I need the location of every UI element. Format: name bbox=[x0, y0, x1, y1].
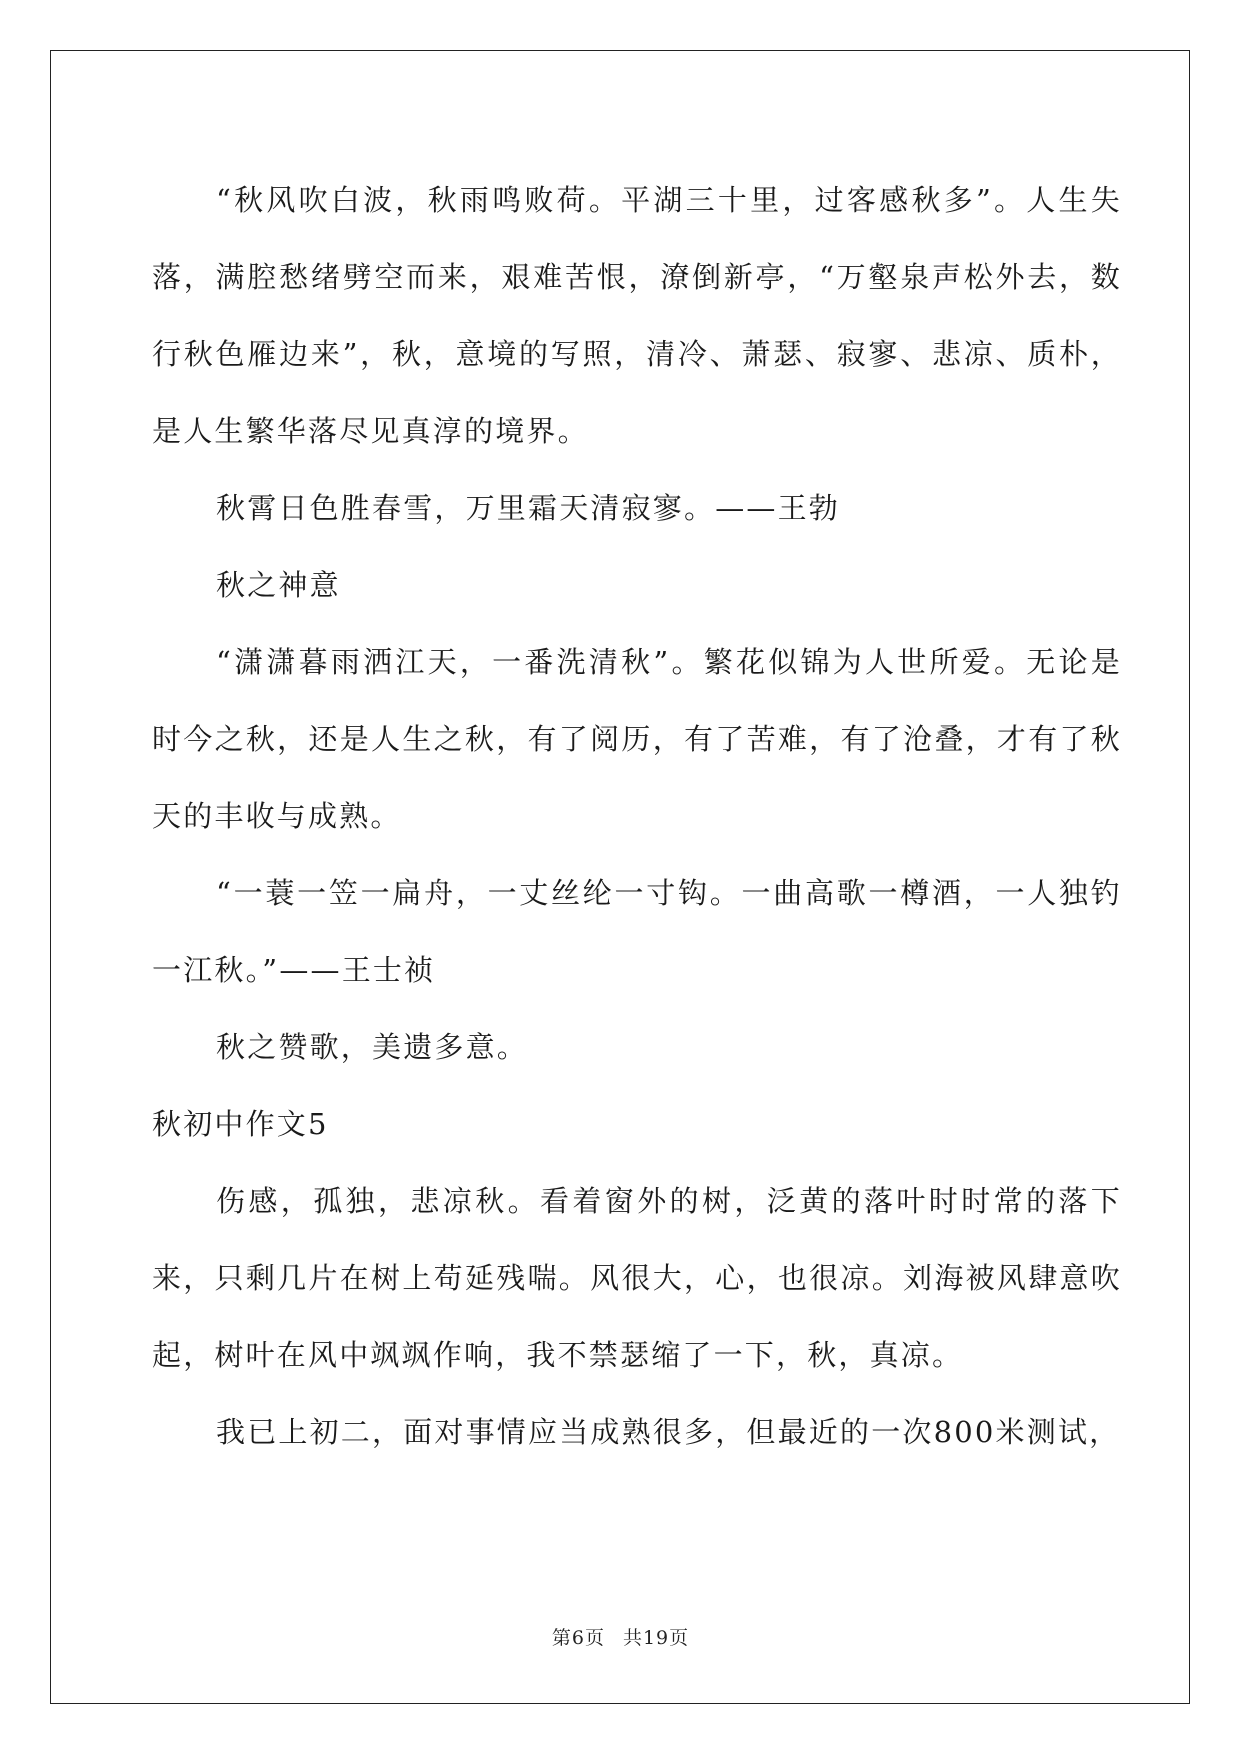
paragraph-8: 伤感，孤独，悲凉秋。看着窗外的树，泛黄的落叶时时常的落下来，只剩几片在树上苟延残喘。风很大，心，也很凉。刘海被风肆意吹起，树叶在风中飒飒作响，我不禁瑟缩了一下，秋，真凉。 bbox=[152, 1184, 1122, 1372]
paragraph-3-subheading: 秋之神意 bbox=[216, 568, 341, 602]
paragraph-6: 秋之赞歌，美遗多意。 bbox=[216, 1030, 529, 1064]
page-total: 共19页 bbox=[622, 1627, 690, 1649]
paragraph-1: “秋风吹白波，秋雨鸣败荷。平湖三十里，过客感秋多”。人生失落，满腔愁绪劈空而来，艰难苦恨，潦倒新亭，“万壑泉声松外去，数行秋色雁边来”，秋，意境的写照，清冷、萧瑟、寂寥、悲凉、质朴，是人生繁华落尽见真淳的境界。 bbox=[152, 183, 1122, 448]
page-number: 第6页 bbox=[551, 1627, 605, 1649]
paragraph-2-quote-wang-bo: 秋霄日色胜春雪，万里霜天清寂寥。——王勃 bbox=[216, 491, 841, 525]
paragraph-4: “潇潇暮雨洒江天，一番洗清秋”。繁花似锦为人世所爱。无论是时今之秋，还是人生之秋，有了阅历，有了苦难，有了沧叠，才有了秋天的丰收与成熟。 bbox=[152, 645, 1122, 833]
paragraph-9: 我已上初二，面对事情应当成熟很多，但最近的一次800米测试， bbox=[216, 1415, 1121, 1449]
paragraph-5-quote-wang-shizhen: “一蓑一笠一扁舟，一丈丝纶一寸钩。一曲高歌一樽酒，一人独钓一江秋。”——王士祯 bbox=[152, 876, 1122, 987]
section-heading: 秋初中作文5 bbox=[152, 1107, 329, 1141]
page-footer bbox=[0, 1623, 1241, 1650]
document-body bbox=[152, 162, 1122, 1471]
